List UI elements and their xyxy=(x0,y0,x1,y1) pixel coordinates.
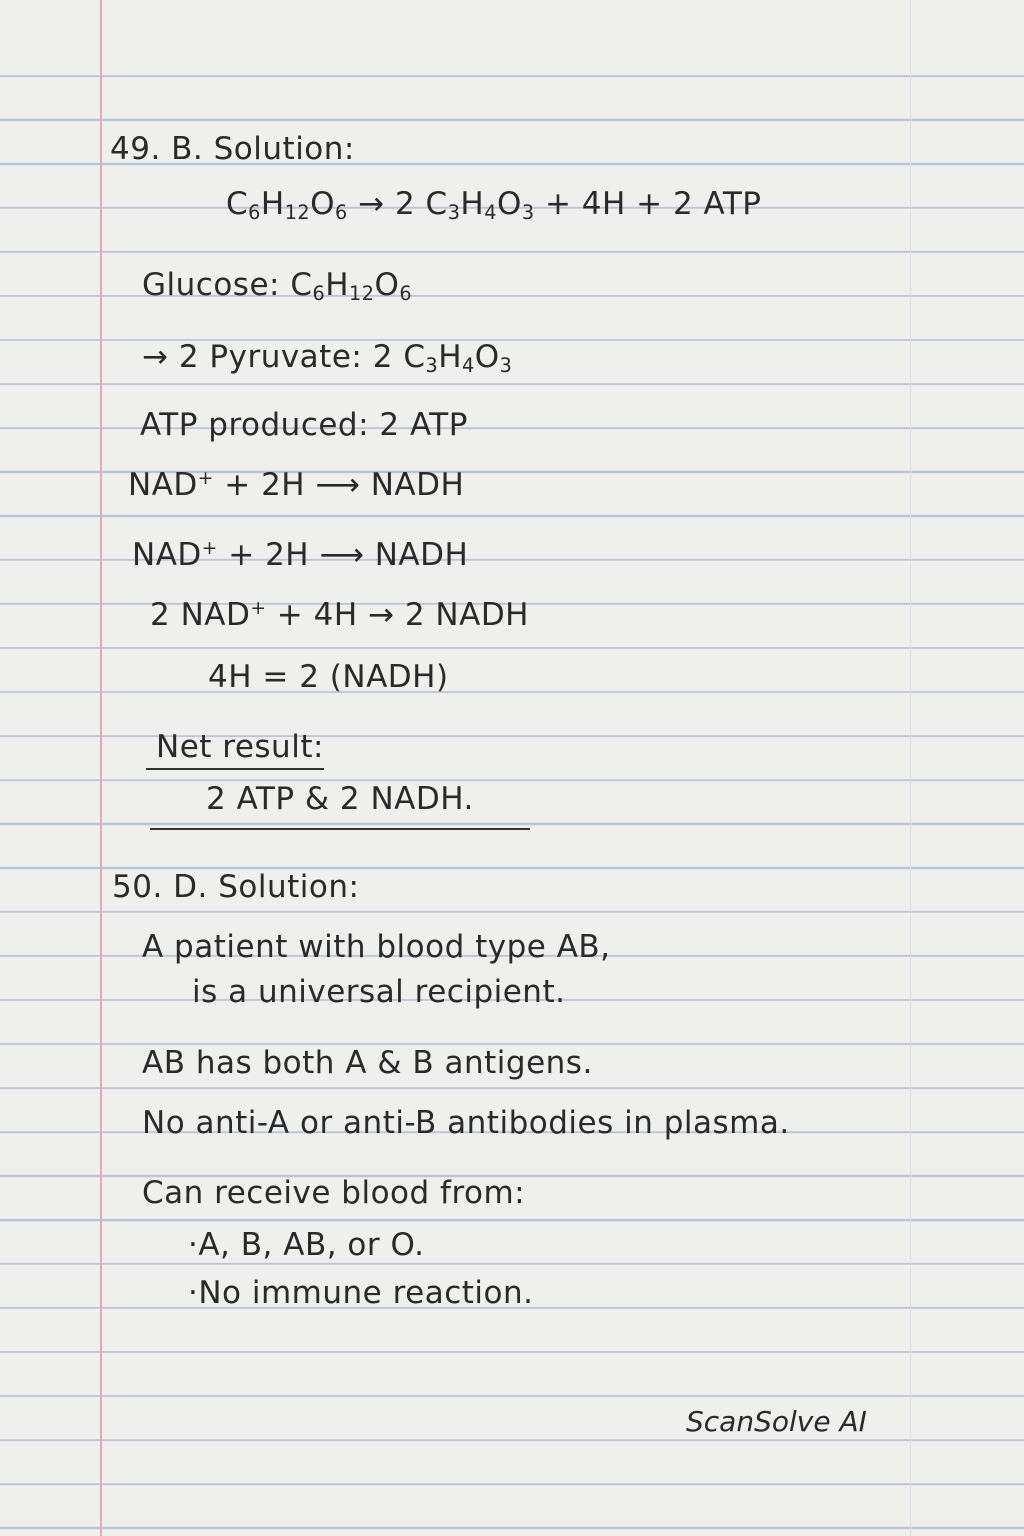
signature: ScanSolve AI xyxy=(686,1405,867,1438)
net-result-label: Net result: xyxy=(156,729,324,765)
pyruvate-formula: $C_3H_4O_3$ xyxy=(425,186,535,224)
right-guide-line xyxy=(910,0,911,1536)
pyruvate-formula: $C_3H_4O_3$ xyxy=(403,339,513,377)
arrow: → xyxy=(358,186,385,222)
nad-line-1: NAD+ + 2H ⟶ NADH xyxy=(128,467,465,503)
q50-line-1: A patient with blood type AB, xyxy=(142,929,611,965)
q50-bullet-1: ·A, B, AB, or O. xyxy=(188,1227,425,1263)
pyruvate-line: → 2 Pyruvate: 2 $C_3H_4O_3$ xyxy=(142,339,513,377)
q50-bullet-2: ·No immune reaction. xyxy=(188,1275,534,1311)
atp-produced-line: ATP produced: 2 ATP xyxy=(140,407,468,443)
q50-line-4: No anti-A or anti-B antibodies in plasma. xyxy=(142,1105,790,1141)
hydrogen-line: 4H = 2 (NADH) xyxy=(208,659,449,695)
glucose-formula: $C_6H_{12}O_6$ xyxy=(290,267,413,305)
q50-header: 50. D. Solution: xyxy=(112,869,360,905)
nad-line-3: 2 NAD+ + 4H → 2 NADH xyxy=(150,597,529,633)
q50-line-5: Can receive blood from: xyxy=(142,1175,526,1211)
net-result-value: 2 ATP & 2 NADH. xyxy=(206,781,474,817)
q49-header: 49. B. Solution: xyxy=(110,131,355,167)
net-result-underline xyxy=(146,768,324,770)
answer-underline xyxy=(150,828,530,830)
glucose-formula: $C_6H_{12}O_6$ xyxy=(226,186,348,224)
q50-line-3: AB has both A & B antigens. xyxy=(142,1045,593,1081)
q50-line-2: is a universal recipient. xyxy=(192,974,566,1010)
nad-line-2: NAD+ + 2H ⟶ NADH xyxy=(132,537,469,573)
margin-line xyxy=(100,0,102,1536)
glycolysis-equation: $C_6H_{12}O_6 \to 2$ $C_3H_4O_3 + 4H + 2$ ATP xyxy=(226,186,762,224)
glucose-line: Glucose: $C_6H_{12}O_6$ xyxy=(142,267,413,305)
